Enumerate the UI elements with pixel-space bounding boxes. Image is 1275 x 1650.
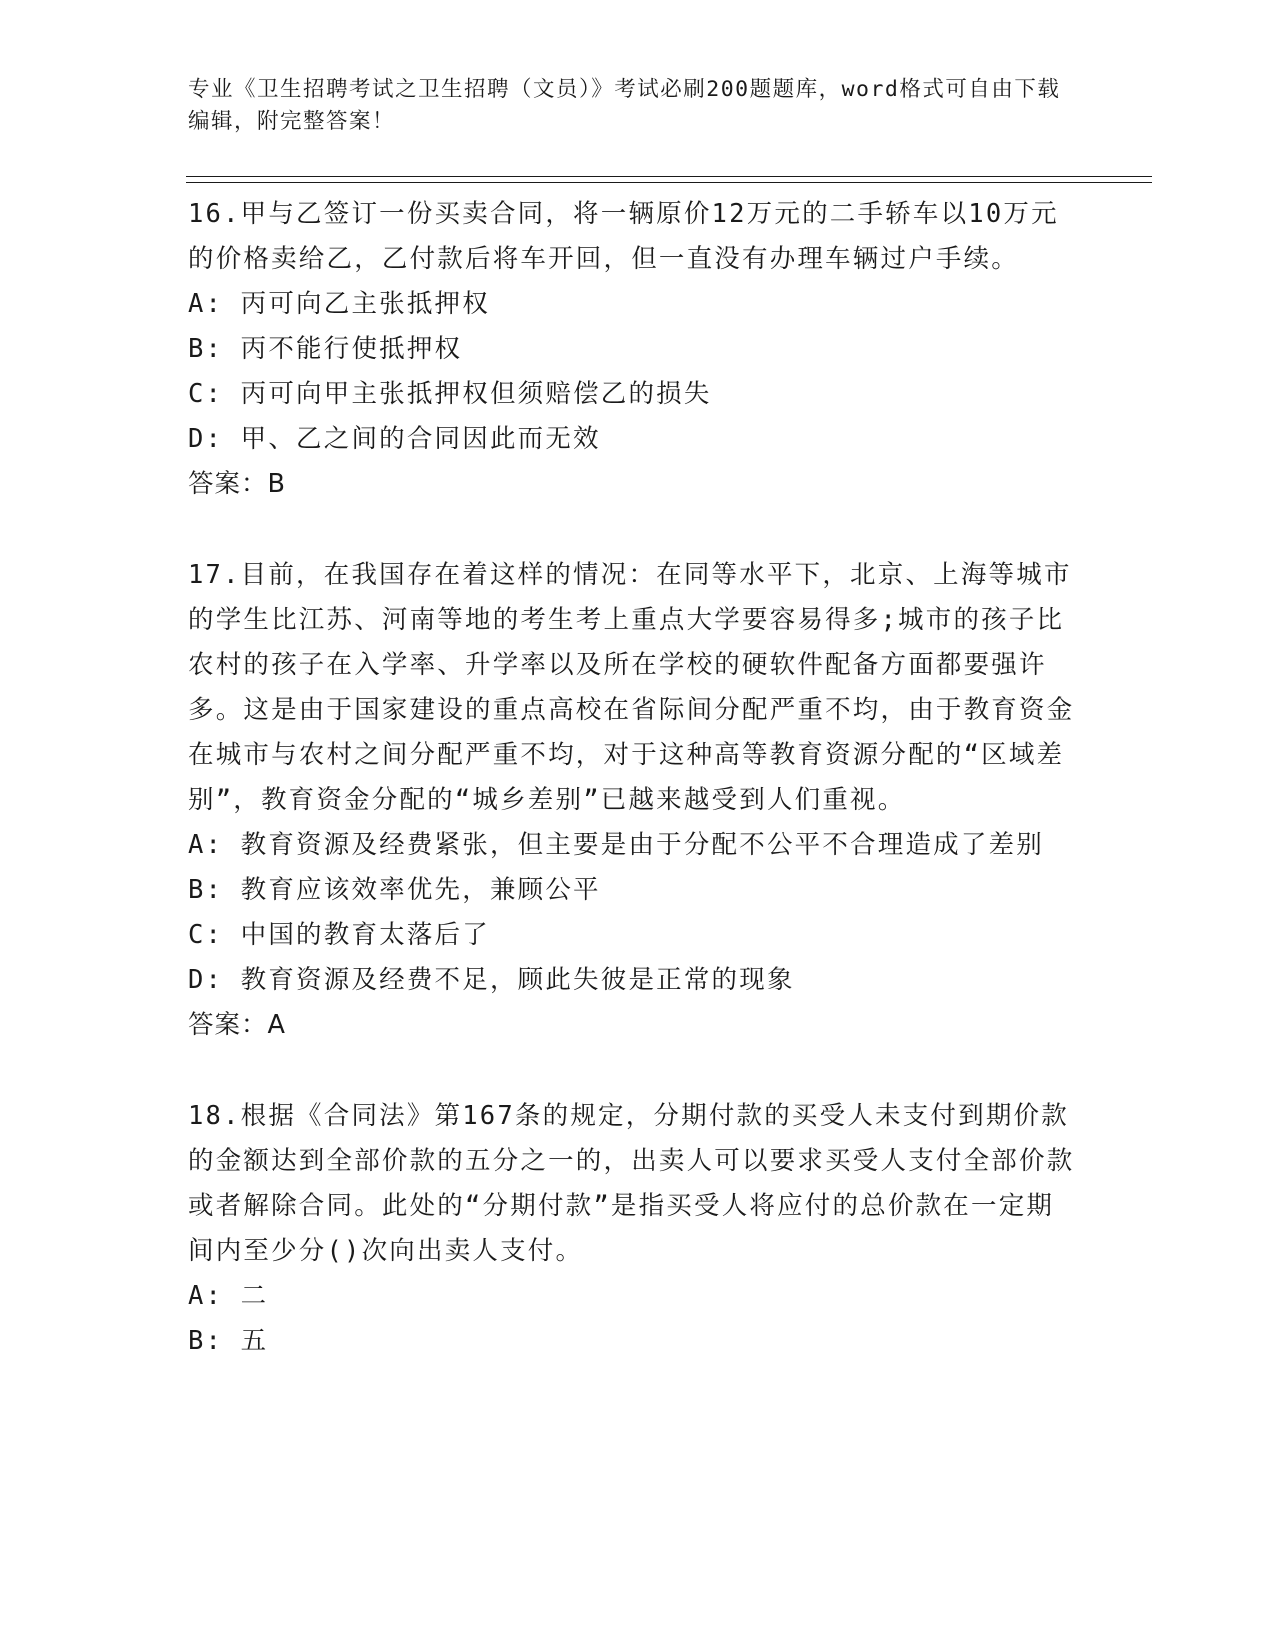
header-divider xyxy=(186,182,1152,183)
question-list xyxy=(188,192,1078,1364)
option-c: C: 中国的教育太落后了 xyxy=(188,920,490,950)
option-c: C: 丙可向甲主张抵押权但须赔偿乙的损失 xyxy=(188,379,712,409)
answer-value: B xyxy=(267,469,287,499)
question-17 xyxy=(188,553,1078,1048)
option-b: B: 教育应该效率优先，兼顾公平 xyxy=(188,875,601,905)
option-d: D: 甲、乙之间的合同因此而无效 xyxy=(188,424,601,454)
header-divider-thin xyxy=(186,176,1152,177)
document-header xyxy=(188,74,1068,138)
option-a: A: 丙可向乙主张抵押权 xyxy=(188,289,490,319)
option-a: A: 教育资源及经费紧张，但主要是由于分配不公平不合理造成了差别 xyxy=(188,830,1044,860)
header-text: 专业《卫生招聘考试之卫生招聘（文员）》考试必刷200题题库，word格式可自由下载编辑，附完整答案！ xyxy=(188,77,1061,134)
question-stem: 17.目前，在我国存在着这样的情况：在同等水平下，北京、上海等城市的学生比江苏、河南等地的考生考上重点大学要容易得多;城市的孩子比农村的孩子在入学率、升学率以及所在学校的硬软件配备方面都要强许多。这是由于国家建设的重点高校在省际间分配严重不均，由于教育资金在城市与农村之间分配严重不均，对于这种高等教育资源分配的“区域差别”，教育资金分配的“城乡差别”已越来越受到人们重视。 xyxy=(188,560,1075,815)
answer-label: 答案： xyxy=(188,469,268,499)
answer-label: 答案： xyxy=(188,1010,268,1040)
answer-line xyxy=(188,1003,1078,1048)
question-18 xyxy=(188,1094,1078,1364)
question-stem: 16.甲与乙签订一份买卖合同，将一辆原价12万元的二手轿车以10万元的价格卖给乙，乙付款后将车开回，但一直没有办理车辆过户手续。 xyxy=(188,199,1059,274)
option-a: A: 二 xyxy=(188,1281,269,1311)
answer-line xyxy=(188,462,1078,507)
answer-value: A xyxy=(267,1010,286,1040)
option-b: B: 五 xyxy=(188,1326,269,1356)
question-stem: 18.根据《合同法》第167条的规定，分期付款的买受人未支付到期价款的金额达到全部价款的五分之一的，出卖人可以要求买受人支付全部价款或者解除合同。此处的“分期付款”是指买受人将应付的总价款在一定期间内至少分()次向出卖人支付。 xyxy=(188,1101,1075,1266)
question-16 xyxy=(188,192,1078,507)
option-d: D: 教育资源及经费不足，顾此失彼是正常的现象 xyxy=(188,965,795,995)
option-b: B: 丙不能行使抵押权 xyxy=(188,334,463,364)
